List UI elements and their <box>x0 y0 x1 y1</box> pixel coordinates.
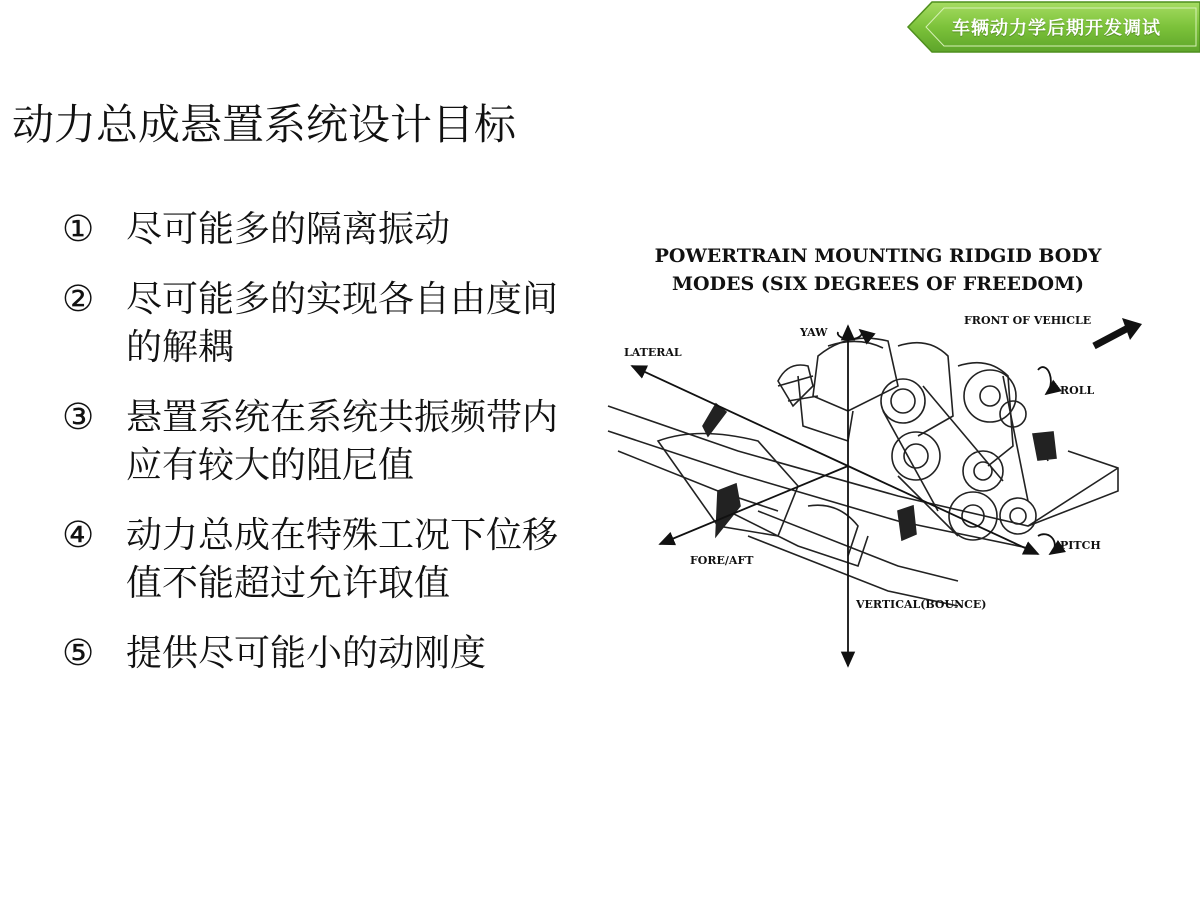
page-title: 动力总成悬置系统设计目标 <box>12 100 517 149</box>
list-number: ⑤ <box>62 633 95 674</box>
axis-arrows <box>632 326 1055 666</box>
banner-title: 车辆动力学后期开发调试 <box>952 18 1161 39</box>
list-number: ② <box>62 279 95 320</box>
powertrain-diagram <box>598 236 1158 676</box>
list-item <box>62 512 582 608</box>
list-item <box>62 630 582 678</box>
list-item <box>62 394 582 490</box>
label-fore-aft: FORE/AFT <box>690 554 754 567</box>
list-text: 尽可能多的实现各自由度间的解耦 <box>126 279 559 368</box>
list-text: 悬置系统在系统共振频带内应有较大的阻尼值 <box>126 397 559 486</box>
front-arrow <box>1094 328 1128 346</box>
list-number: ④ <box>62 515 95 556</box>
list-number: ③ <box>62 397 95 438</box>
list-text: 提供尽可能小的动刚度 <box>126 633 487 674</box>
figure-title-line2: MODES (SIX DEGREES OF FREEDOM) <box>671 273 1085 295</box>
label-yaw: YAW <box>800 326 828 339</box>
label-front: FRONT OF VEHICLE <box>964 314 1092 327</box>
list-text: 动力总成在特殊工况下位移值不能超过允许取值 <box>126 515 559 604</box>
goal-list <box>62 206 582 700</box>
header-banner <box>904 0 1200 54</box>
figure-title-line1: POWERTRAIN MOUNTING RIDGID BODY <box>654 245 1102 267</box>
label-vertical: VERTICAL(BOUNCE) <box>856 598 987 611</box>
label-lateral: LATERAL <box>624 346 682 359</box>
label-pitch: PITCH <box>1060 539 1101 552</box>
list-text: 尽可能多的隔离振动 <box>126 209 451 250</box>
list-item <box>62 276 582 372</box>
list-number: ① <box>62 209 95 250</box>
list-item <box>62 206 582 254</box>
label-roll: ROLL <box>1060 384 1095 397</box>
